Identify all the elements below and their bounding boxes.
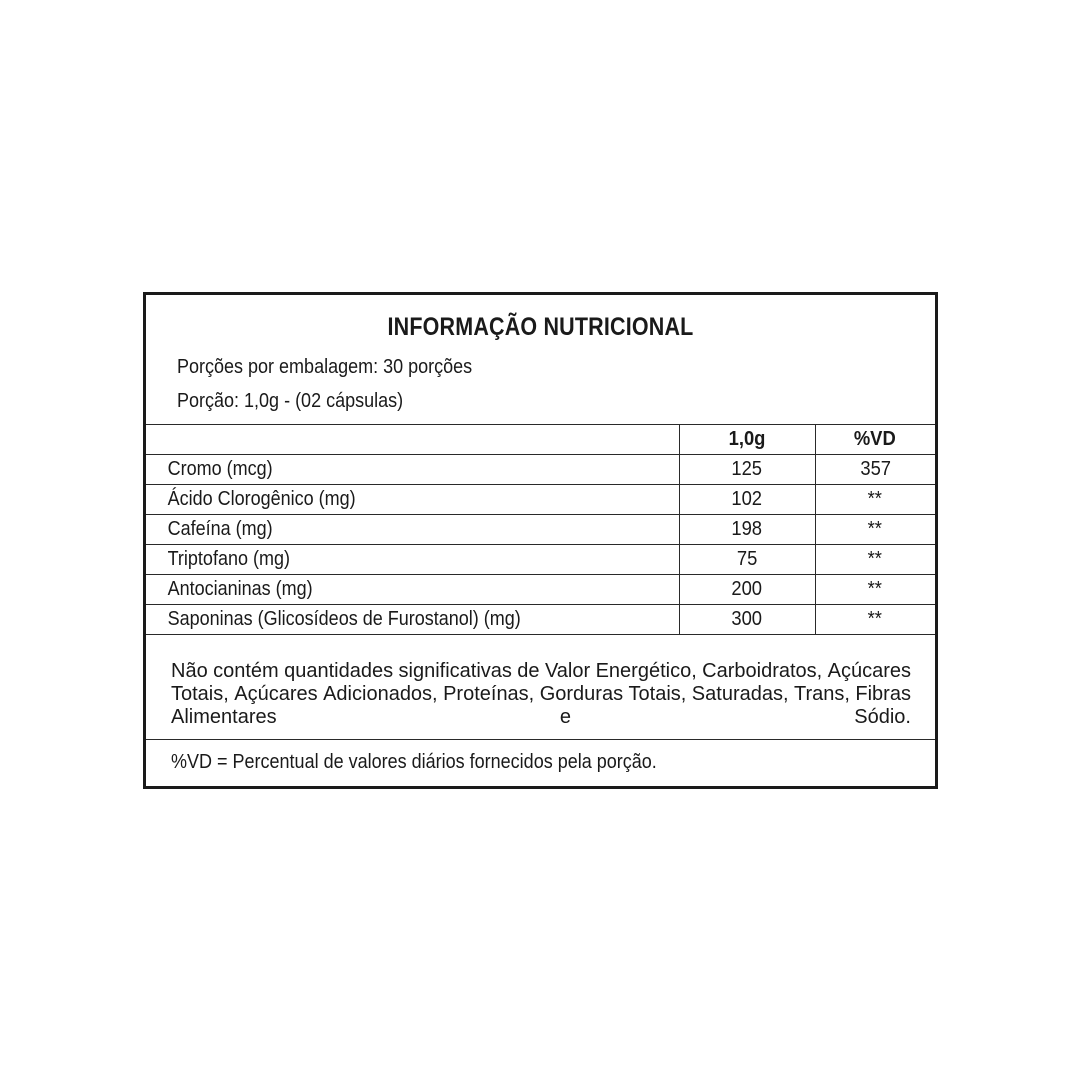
note-line-3 <box>171 706 911 729</box>
nutrient-amount: 200 <box>679 575 815 605</box>
note-word: Totais, <box>171 683 229 705</box>
note-word: Não <box>171 660 208 682</box>
nutrient-daily-value: 357 <box>815 455 935 485</box>
nutrient-daily-value: ** <box>815 485 935 515</box>
table-row <box>146 515 935 545</box>
nutrition-header <box>146 295 935 424</box>
table-row <box>146 605 935 635</box>
nutrient-amount: 75 <box>679 545 815 575</box>
nutrition-table <box>146 424 935 635</box>
daily-value-footnote: %VD = Percentual de valores diários fornecidos pela porção. <box>171 751 657 773</box>
header-daily-value: %VD <box>815 425 935 455</box>
nutrient-name: Triptofano (mg) <box>146 545 679 575</box>
nutrient-daily-value: ** <box>815 545 935 575</box>
header-nutrient <box>146 425 679 455</box>
servings-per-package: Porções por embalagem: 30 porções <box>177 356 473 378</box>
header-amount: 1,0g <box>679 425 815 455</box>
nutrient-daily-value: ** <box>815 605 935 635</box>
note-word: Açúcares <box>827 660 911 682</box>
note-word: Valor <box>544 660 591 682</box>
note-word: Saturadas, <box>691 683 789 705</box>
note-word: quantidades <box>284 660 394 682</box>
nutrient-amount: 125 <box>679 455 815 485</box>
nutrient-daily-value: ** <box>815 575 935 605</box>
divider <box>146 739 935 740</box>
note-word: Fibras <box>855 683 911 705</box>
nutrient-name: Antocianinas (mg) <box>146 575 679 605</box>
note-word: contém <box>213 660 279 682</box>
nutrient-amount: 300 <box>679 605 815 635</box>
note-word: Açúcares <box>234 683 318 705</box>
table-row <box>146 545 935 575</box>
note-word: Alimentares <box>171 706 277 728</box>
note-word: Gorduras <box>539 683 624 705</box>
note-line-2 <box>171 683 911 706</box>
note-word: Energético, <box>595 660 697 682</box>
note-word: significativas <box>398 660 512 682</box>
nutrient-amount: 102 <box>679 485 815 515</box>
note-word: e <box>559 706 571 728</box>
note-word: Sódio. <box>854 706 911 728</box>
note-word: Totais, <box>628 683 687 705</box>
note-line-1 <box>171 660 911 683</box>
table-row <box>146 455 935 485</box>
nutrient-name: Ácido Clorogênico (mg) <box>146 485 679 515</box>
table-row <box>146 575 935 605</box>
nutrient-amount: 198 <box>679 515 815 545</box>
note-word: Adicionados, <box>323 683 438 705</box>
note-word: Carboidratos, <box>702 660 823 682</box>
nutrition-note <box>171 660 911 729</box>
nutrient-name: Saponinas (Glicosídeos de Furostanol) (mg) <box>146 605 679 635</box>
nutrition-facts-panel <box>143 292 938 789</box>
nutrient-name: Cafeína (mg) <box>146 515 679 545</box>
nutrition-title: INFORMAÇÃO NUTRICIONAL <box>387 313 694 341</box>
note-word: Trans, <box>793 683 850 705</box>
table-row <box>146 485 935 515</box>
nutrient-name: Cromo (mcg) <box>146 455 679 485</box>
serving-size: Porção: 1,0g - (02 cápsulas) <box>177 390 404 412</box>
nutrient-daily-value: ** <box>815 515 935 545</box>
note-word: Proteínas, <box>443 683 535 705</box>
table-header-row <box>146 425 935 455</box>
note-word: de <box>517 660 540 682</box>
